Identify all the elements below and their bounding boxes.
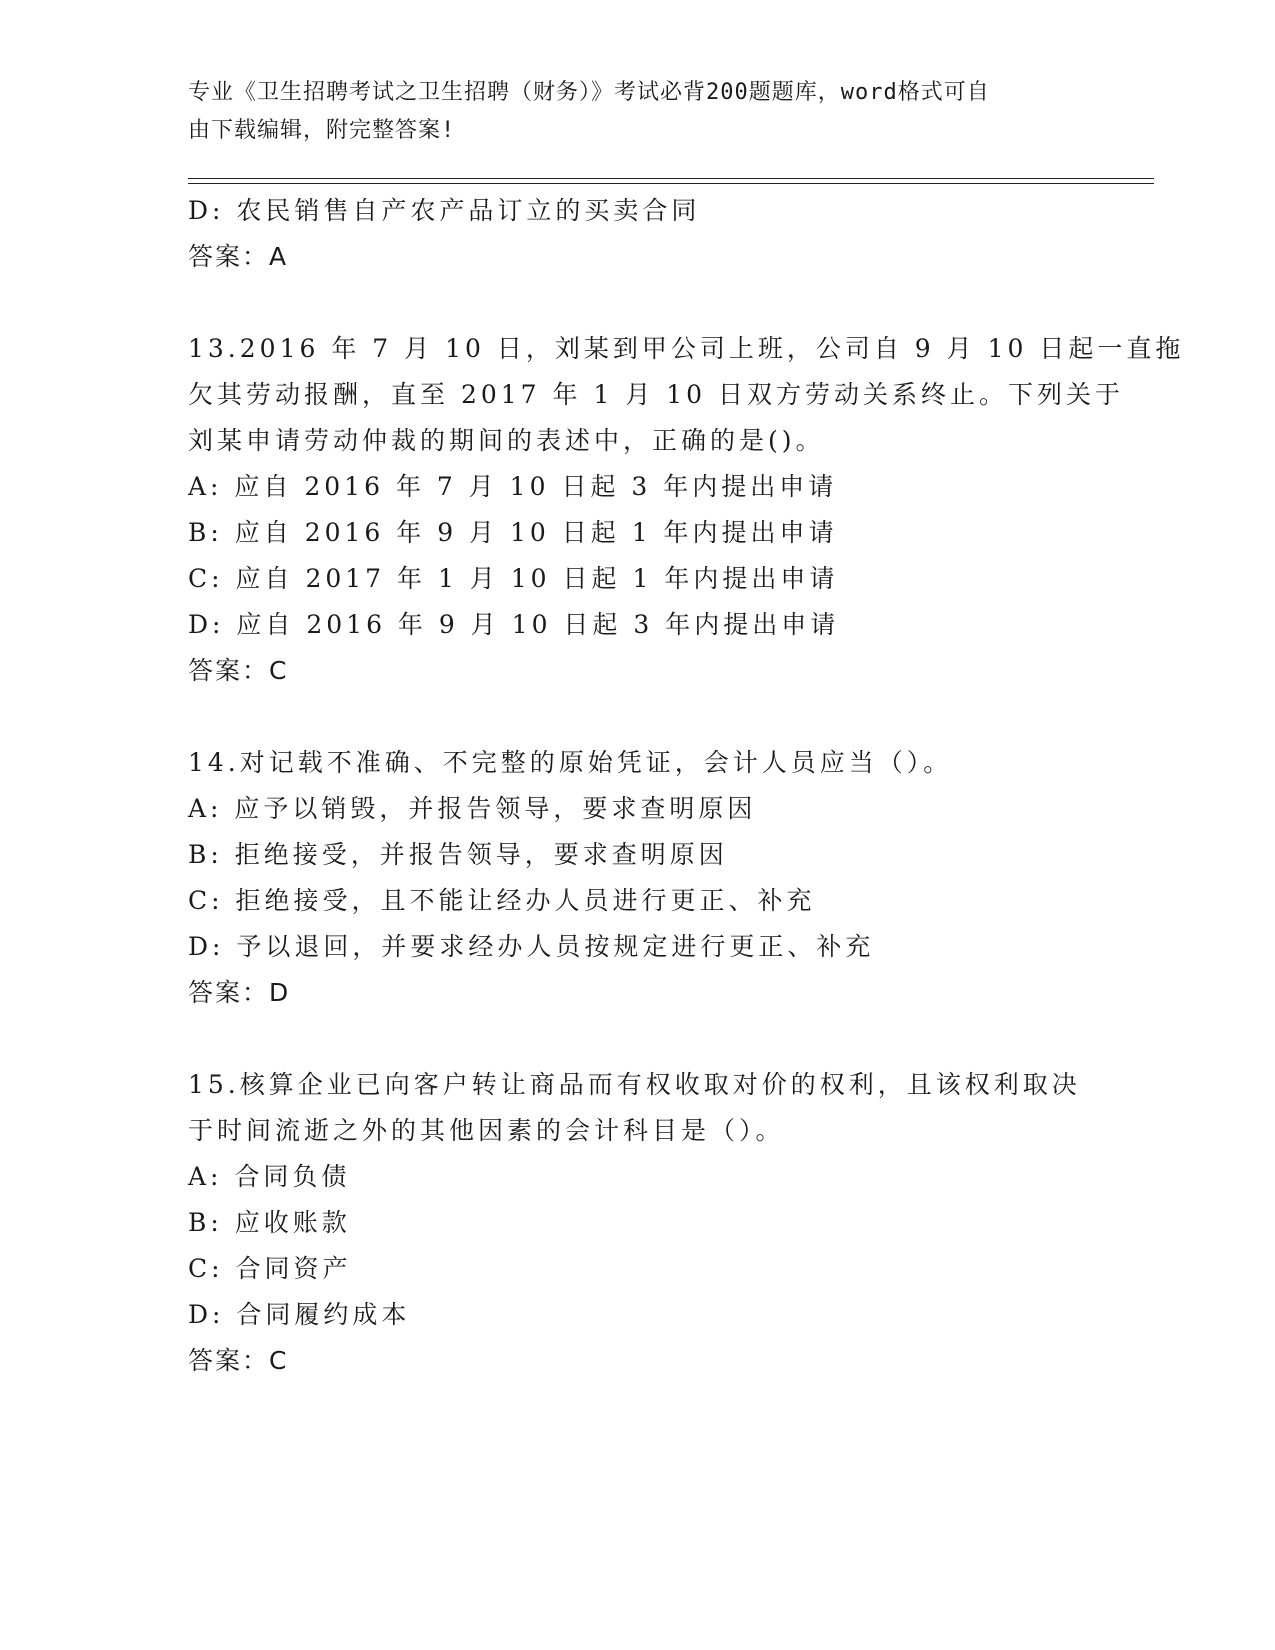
question-14-option-c: C: 拒绝接受，且不能让经办人员进行更正、补充 (188, 886, 816, 915)
question-15-option-b: B: 应收账款 (188, 1208, 351, 1237)
question-12-fragment (188, 188, 1088, 280)
header-divider-bottom (188, 183, 1154, 184)
spacer (188, 694, 1088, 740)
header-line-2: 由下载编辑，附完整答案! (188, 118, 456, 143)
question-14-option-d: D: 予以退回，并要求经办人员按规定进行更正、补充 (188, 932, 875, 961)
question-15 (188, 1062, 1088, 1384)
question-15-option-a: A: 合同负债 (188, 1162, 351, 1191)
header-divider-top (188, 178, 1154, 179)
question-13-stem-line-2: 欠其劳动报酬，直至 2017 年 1 月 10 日双方劳动关系终止。下列关于 (188, 380, 1125, 409)
question-14-option-a: A: 应予以销毁，并报告领导，要求查明原因 (188, 794, 757, 823)
question-13-answer: 答案：C (188, 656, 289, 685)
question-13-option-a: A: 应自 2016 年 7 月 10 日起 3 年内提出申请 (188, 472, 838, 501)
question-12-answer: 答案：A (188, 242, 289, 271)
document-body (188, 188, 1185, 1384)
question-15-option-d: D: 合同履约成本 (188, 1300, 411, 1329)
question-15-option-c: C: 合同资产 (188, 1254, 352, 1283)
question-15-stem-line-1: 15.核算企业已向客户转让商品而有权收取对价的权利，且该权利取决 (188, 1070, 1081, 1099)
question-13-option-c: C: 应自 2017 年 1 月 10 日起 1 年内提出申请 (188, 564, 839, 593)
question-14-option-b: B: 拒绝接受，并报告领导，要求查明原因 (188, 840, 728, 869)
document-header (188, 74, 1068, 150)
spacer (188, 280, 1088, 326)
question-14-answer: 答案：D (188, 978, 291, 1007)
question-14 (188, 740, 1088, 1016)
header-line-1: 专业《卫生招聘考试之卫生招聘（财务）》考试必背200题题库，word格式可自 (188, 80, 990, 105)
question-13-stem-line-1: 13.2016 年 7 月 10 日，刘某到甲公司上班，公司自 9 月 10 日起一直拖 (188, 334, 1185, 363)
question-13-option-d: D: 应自 2016 年 9 月 10 日起 3 年内提出申请 (188, 610, 840, 639)
question-13-stem-line-3: 刘某申请劳动仲裁的期间的表述中，正确的是()。 (188, 426, 825, 455)
question-13-option-b: B: 应自 2016 年 9 月 10 日起 1 年内提出申请 (188, 518, 838, 547)
question-15-stem-line-2: 于时间流逝之外的其他因素的会计科目是（）。 (188, 1116, 785, 1145)
question-13 (188, 326, 1185, 694)
question-14-stem-line-1: 14.对记载不准确、不完整的原始凭证，会计人员应当（）。 (188, 748, 953, 777)
question-15-answer: 答案：C (188, 1346, 289, 1375)
spacer (188, 1016, 1088, 1062)
question-12-option-d: D: 农民销售自产农产品订立的买卖合同 (188, 196, 701, 225)
